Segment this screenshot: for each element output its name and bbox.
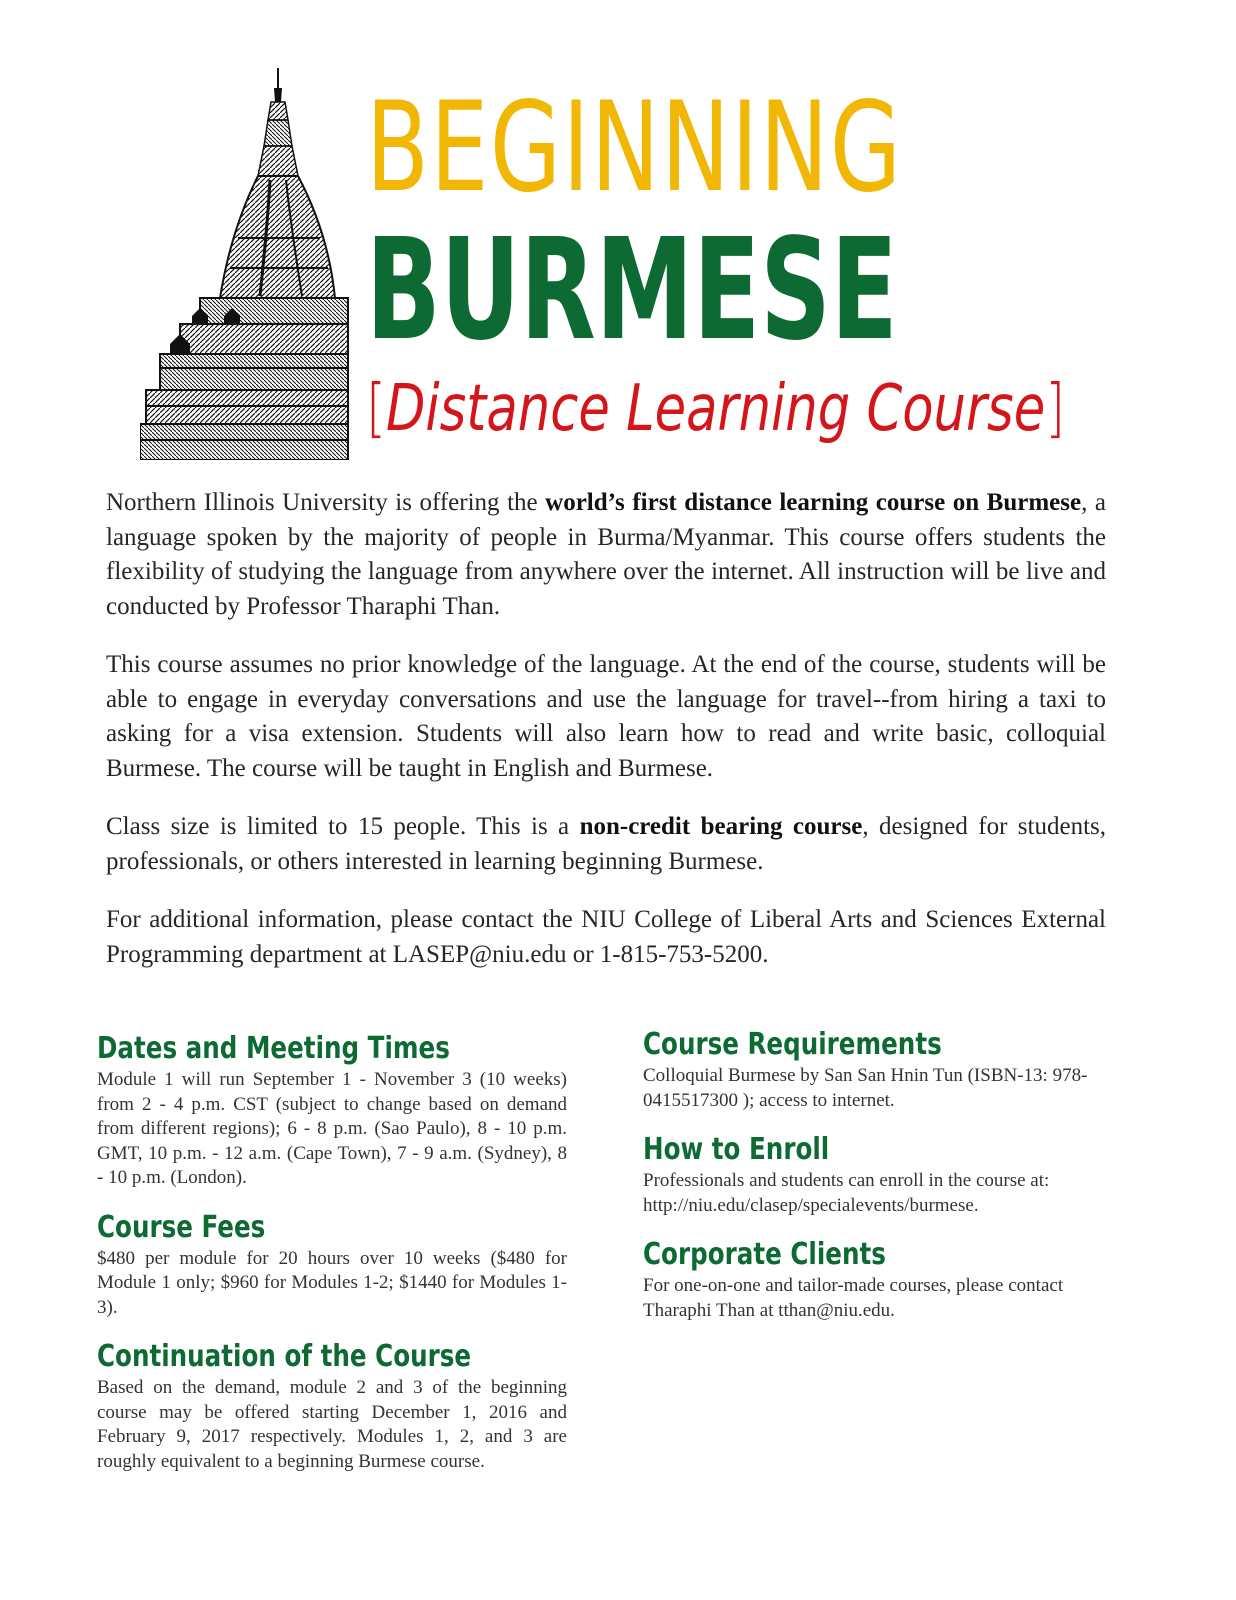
section-body: For one-on-one and tailor-made courses, please contact Tharaphi Than at tthan@niu.edu. (643, 1275, 1064, 1321)
intro-p1-text-a: Northern Illinois University is offering the (106, 489, 546, 516)
title-block (366, 78, 1086, 448)
section-heading: How to Enroll (643, 1132, 830, 1167)
intro-p3-text-a: Class size is limited to 15 people. This is a (106, 813, 580, 840)
intro-paragraph-3 (106, 810, 1106, 879)
subtitle-text: Distance Learning Course (385, 372, 1046, 446)
section-heading: Corporate Clients (643, 1237, 886, 1272)
title-burmese: BURMESE (366, 209, 898, 372)
section-enroll (643, 1131, 1113, 1218)
subtitle-distance-learning (366, 370, 1066, 448)
intro-paragraph-2: This course assumes no prior knowledge of the language. At the end of the course, students will be able to engage in everyday conversations and use the language for travel--from hiring a taxi to asking for a visa extension. Students will also learn how to read and write basic, colloquial Burmese. The course will be taught in English and Burmese. (106, 651, 1106, 782)
left-column (97, 1030, 567, 1492)
intro-paragraph-4: For additional information, please contact the NIU College of Liberal Arts and Sciences External Programming department at LASEP@niu.edu or 1-815-753-5200. (106, 906, 1106, 968)
bracket-open: [ (366, 372, 386, 446)
section-corporate (643, 1236, 1113, 1323)
pagoda-illustration-icon (140, 68, 350, 460)
section-heading: Dates and Meeting Times (97, 1031, 450, 1066)
section-fees (97, 1209, 567, 1321)
intro-p3-bold: non-credit bearing course (579, 813, 863, 840)
section-body: Module 1 will run September 1 - November 3 (10 weeks) from 2 - 4 p.m. CST (subject to change based on demand from different regions); 6 - 8 p.m. (Sao Paulo), 8 - 10 p.m. GMT, 10 p.m. - 12 a.m. (Cape Town), 7 - 9 a.m. (Sydney), 8 - 10 p.m. (London). (97, 1069, 567, 1188)
section-body: $480 per module for 20 hours over 10 weeks ($480 for Module 1 only; $960 for Modules 1-2; $1440 for Modules 1-3). (97, 1247, 567, 1318)
right-column (643, 1026, 1113, 1341)
section-requirements (643, 1026, 1113, 1113)
section-dates (97, 1030, 567, 1191)
intro-p3-text-b: , designed for students, professionals, or others interested in learning beginning Burmese. (106, 813, 1106, 875)
section-body: Professionals and students can enroll in the course at: http://niu.edu/clasep/specialevents/burmese. (643, 1170, 1050, 1216)
intro-p1-text-b: , a language spoken by the majority of people in Burma/Myanmar. This course offers students the flexibility of studying the language from anywhere over the internet. All instruction will be live and conducted by Professor Tharaphi Than. (106, 489, 1106, 620)
section-body: Colloquial Burmese by San San Hnin Tun (ISBN-13: 978-0415517300 ); access to internet. (643, 1065, 1088, 1111)
intro-text (106, 486, 1106, 996)
section-heading: Continuation of the Course (97, 1339, 472, 1374)
section-body: Based on the demand, module 2 and 3 of the beginning course may be offered starting December 1, 2016 and February 9, 2017 respectively. Modules 1, 2, and 3 are roughly equivalent to a beginning Burmese course. (97, 1377, 567, 1472)
section-heading: Course Fees (97, 1209, 266, 1245)
bracket-close: ] (1045, 372, 1066, 446)
section-heading: Course Requirements (643, 1027, 942, 1062)
intro-paragraph-1 (106, 486, 1106, 624)
section-continuation (97, 1338, 567, 1474)
intro-p1-bold: world’s first distance learning course on Burmese (545, 489, 1082, 516)
title-beginning: BEGINNING (366, 76, 903, 220)
